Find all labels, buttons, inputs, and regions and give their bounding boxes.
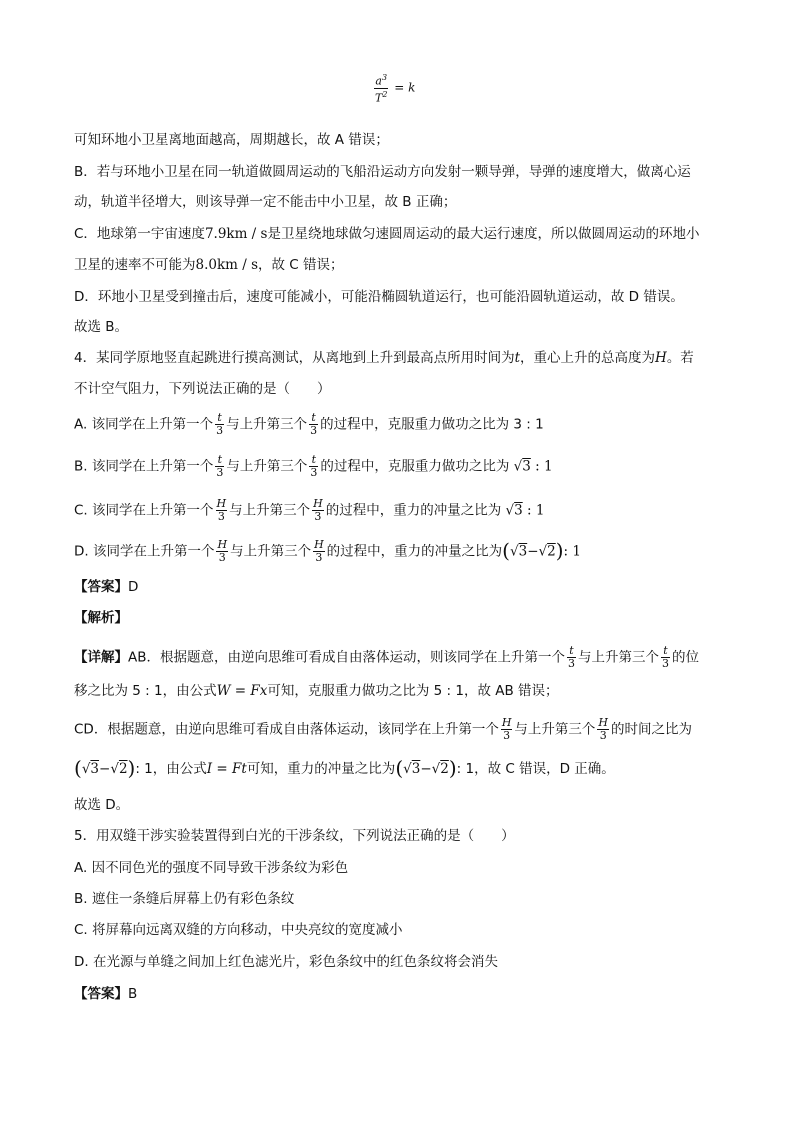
question-4-stem: 4．某同学原地竖直起跳进行摸高测试，从离地到上升到最高点所用时间为t，重心上升的总高度为H。若 <box>74 350 694 366</box>
text-line: 故选 D。 <box>74 797 130 813</box>
option-a: A. 因不同色光的强度不同导致干涉条纹为彩色 <box>74 860 349 876</box>
text-line: C．地球第一宇宙速度7.9km / s是卫星绕地球做匀速圆周运动的最大运行速度，所以做圆周运动的环地小 <box>74 226 700 242</box>
option-a: A. 该同学在上升第一个 $\frac{t}{3}$ 与上升第三个 $\frac{t}{3}$ 的过程中，克服重力做功之比为 3 : 1 <box>74 411 544 437</box>
option-c: C. 将屏幕向远离双缝的方向移动，中央亮纹的宽度减小 <box>74 922 403 938</box>
detail-line: (√3−√2): 1，由公式I = Ft可知，重力的冲量之比为(√3−√2): 1，故 C 错误，D 正确。 <box>74 756 615 780</box>
option-d: D. 在光源与单缝之间加上红色滤光片，彩色条纹中的红色条纹将会消失 <box>74 954 498 970</box>
option-d: D. 该同学在上升第一个 $\frac{H}{3}$ 与上升第三个 $\frac{H}{3}$ 的过程中，重力的冲量之比为(√3−√2): 1 <box>74 538 581 564</box>
formula-rhs: = k <box>394 80 416 95</box>
text-line: 可知环地小卫星离地面越高，周期越长，故 A 错误； <box>74 132 389 148</box>
detail-line: CD．根据题意，由逆向思维可看成自由落体运动，该同学在上升第一个 $\frac{H}{3}$ 与上升第三个 $\frac{H}{3}$ 的时间之比为 <box>74 716 693 742</box>
detail-line: 移之比为 5 : 1，由公式W = Fx可知，克服重力做功之比为 5 : 1，故 AB 错误； <box>74 683 559 699</box>
formula-fraction: $\frac{a^3}{T^2}$ <box>375 73 388 105</box>
text-line: D．环地小卫星受到撞击后，速度可能减小，可能沿椭圆轨道运行，也可能沿圆轨道运动，故 D 错误。 <box>74 289 684 305</box>
text-line: 卫星的速率不可能为8.0km / s，故 C 错误； <box>74 257 344 273</box>
option-c: C. 该同学在上升第一个 $\frac{H}{3}$ 与上升第三个 $\frac{H}{3}$ 的过程中，重力的冲量之比为 √3 : 1 <box>74 497 545 523</box>
answer-4: 【答案】D <box>74 579 139 595</box>
text-line: 动，轨道半径增大，则该导弹一定不能击中小卫星，故 B 正确； <box>74 194 457 210</box>
text-line: 故选 B。 <box>74 319 129 335</box>
kepler-formula <box>372 72 415 104</box>
question-4-stem: 不计空气阻力，下列说法正确的是（ ） <box>74 381 331 397</box>
answer-5: 【答案】B <box>74 986 138 1002</box>
analysis-label: 【解析】 <box>74 610 128 626</box>
option-b: B. 该同学在上升第一个 $\frac{t}{3}$ 与上升第三个 $\frac{t}{3}$ 的过程中，克服重力做功之比为 √3 : 1 <box>74 453 553 479</box>
question-5-stem: 5．用双缝干涉实验装置得到白光的干涉条纹，下列说法正确的是（ ） <box>74 828 515 844</box>
text-line: B．若与环地小卫星在同一轨道做圆周运动的飞船沿运动方向发射一颗导弹，导弹的速度增大，做离心运 <box>74 164 691 180</box>
detail-line: 【详解】AB．根据题意，由逆向思维可看成自由落体运动，则该同学在上升第一个 $\frac{t}{3}$ 与上升第三个 $\frac{t}{3}$ 的位 <box>74 644 699 670</box>
option-b: B. 遮住一条缝后屏幕上仍有彩色条纹 <box>74 891 295 907</box>
